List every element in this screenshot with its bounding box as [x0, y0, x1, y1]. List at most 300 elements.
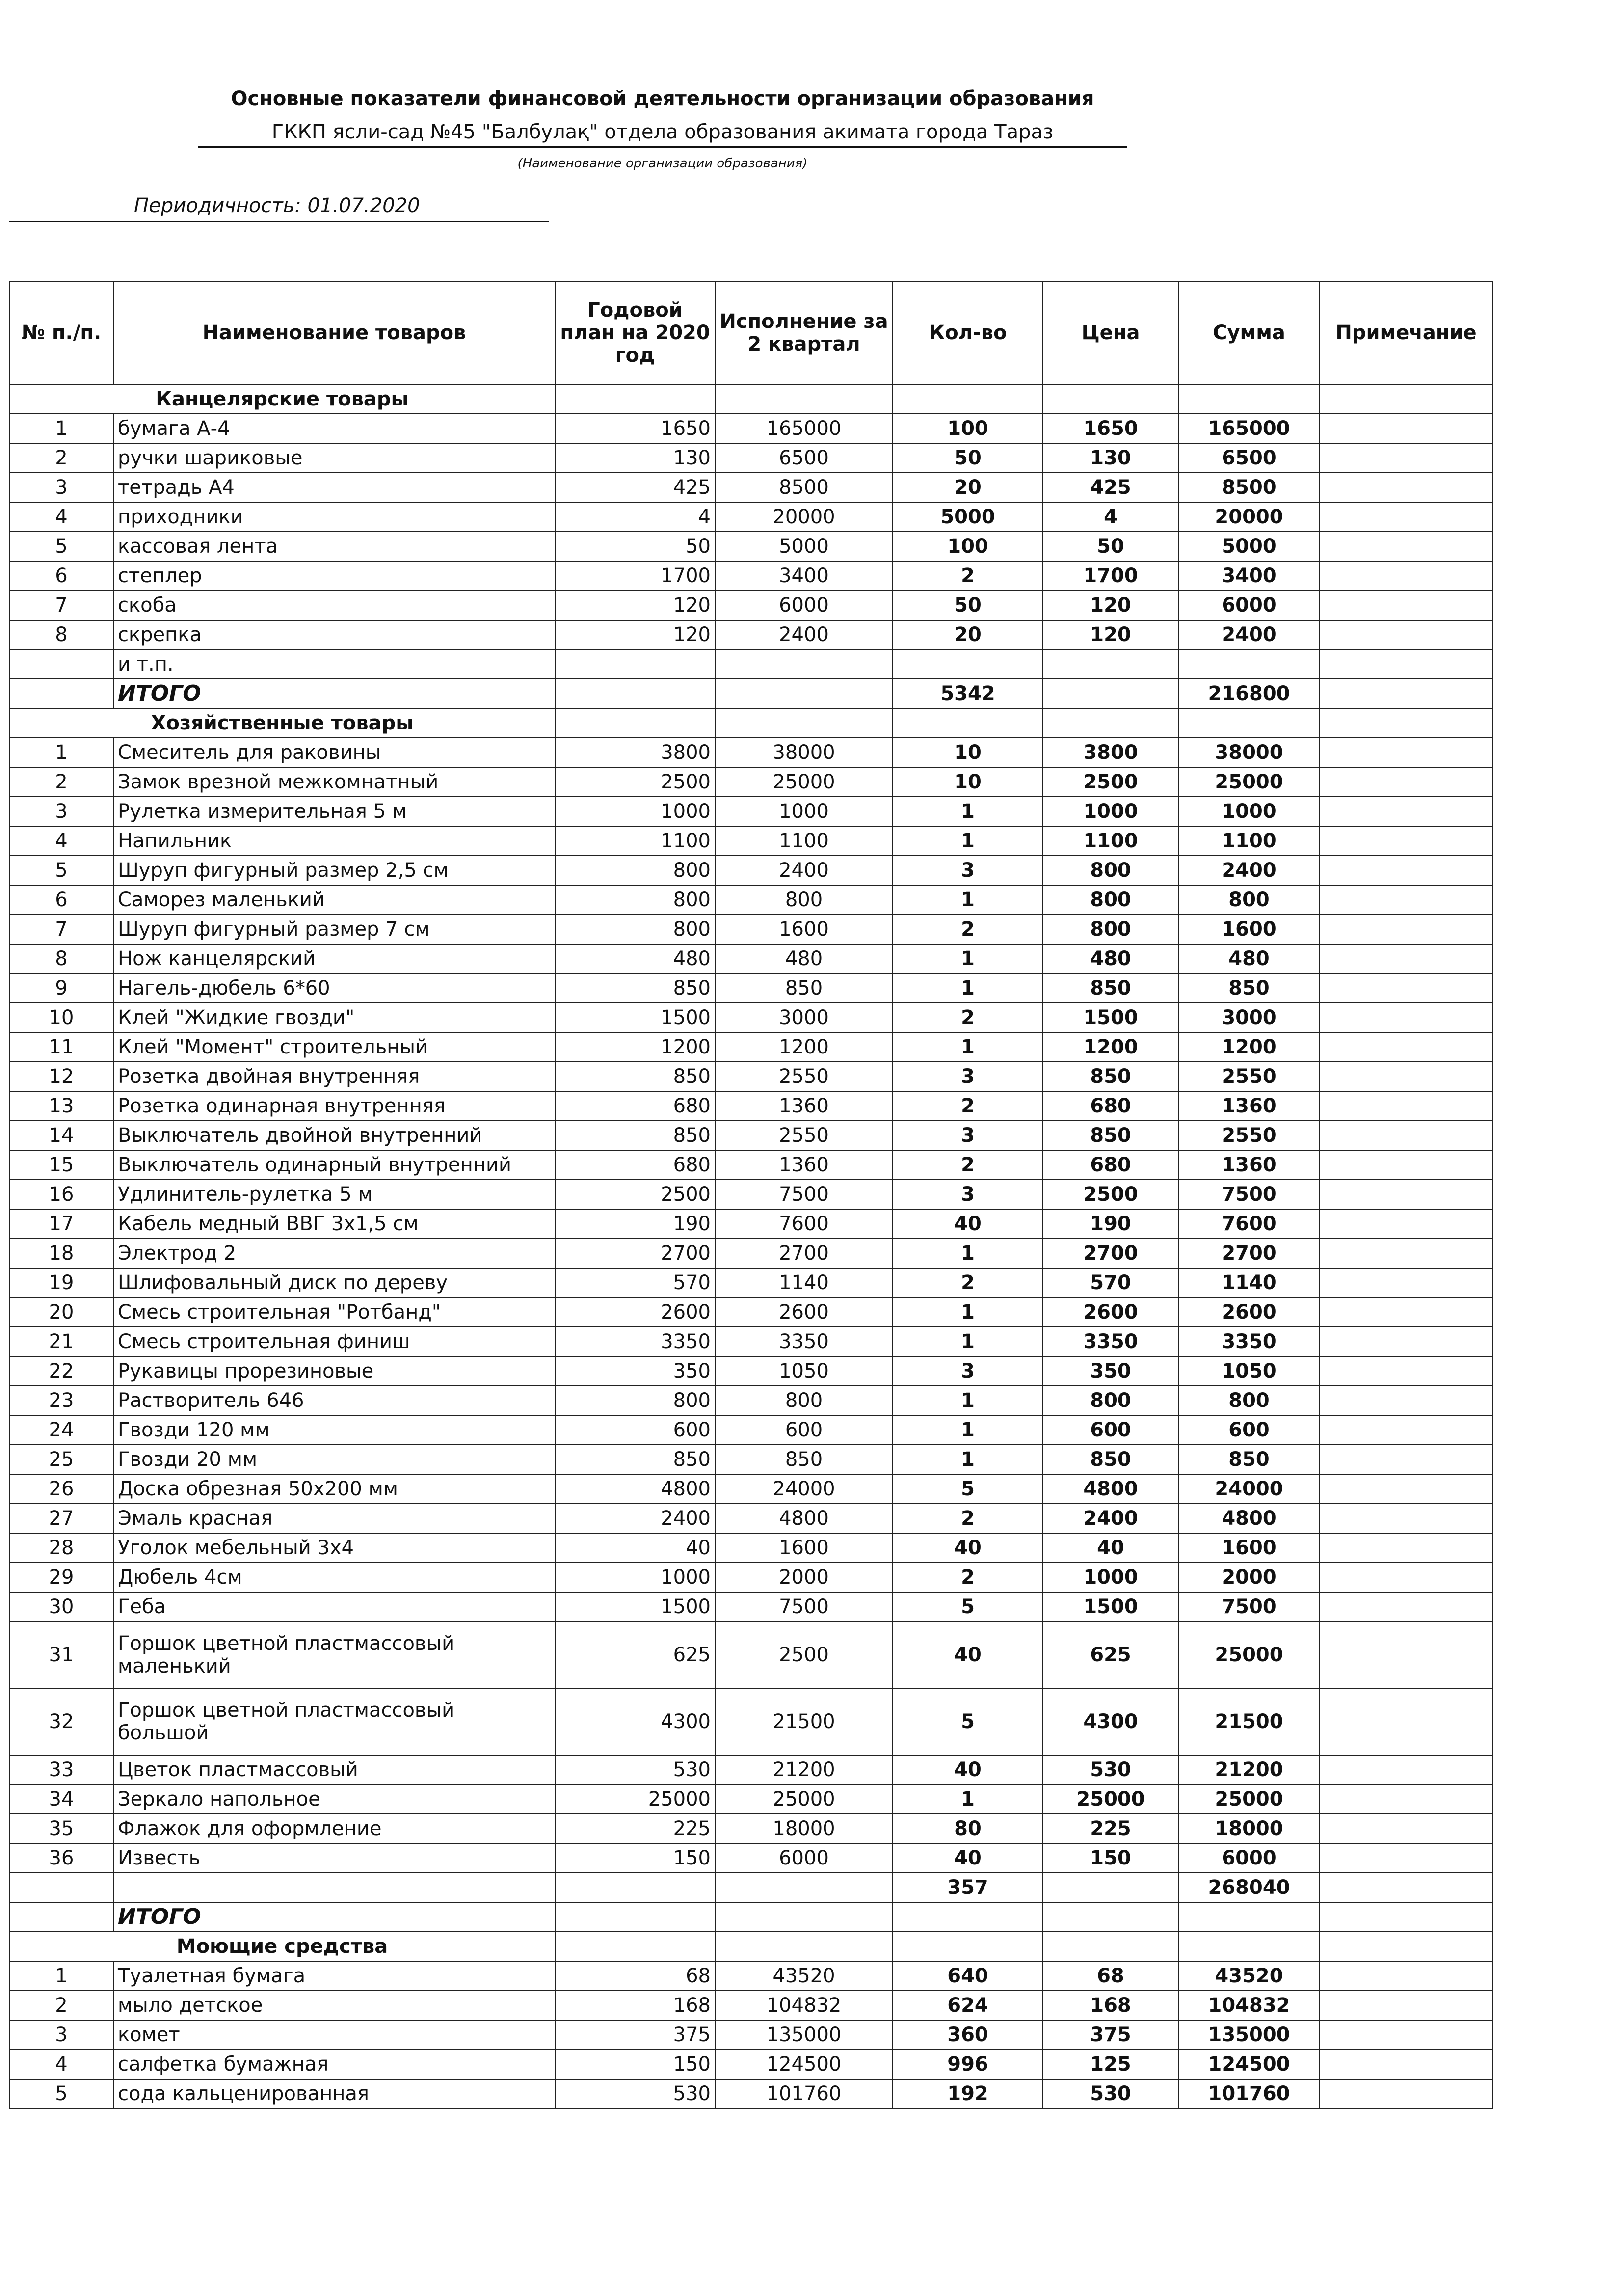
execution-q2: 1600 [715, 1533, 893, 1563]
annual-plan: 850 [555, 1121, 715, 1150]
row-number: 17 [9, 1209, 113, 1239]
empty-cell [893, 1902, 1043, 1932]
sum: 1140 [1178, 1268, 1320, 1297]
price: 4 [1043, 502, 1178, 532]
sum: 2550 [1178, 1121, 1320, 1150]
execution-q2: 20000 [715, 502, 893, 532]
execution-q2: 1100 [715, 826, 893, 856]
row-number: 33 [9, 1755, 113, 1784]
section-header-row [9, 1932, 1492, 1961]
row-number: 15 [9, 1150, 113, 1180]
quantity: 5 [893, 1592, 1043, 1621]
execution-q2: 3400 [715, 561, 893, 591]
table-row [9, 1961, 1492, 1991]
sum: 1360 [1178, 1091, 1320, 1121]
quantity: 360 [893, 2020, 1043, 2050]
table-row [9, 443, 1492, 473]
price: 120 [1043, 591, 1178, 620]
note [1320, 1533, 1492, 1563]
quantity: 5000 [893, 502, 1043, 532]
execution-q2: 1600 [715, 915, 893, 944]
execution-q2: 38000 [715, 738, 893, 767]
sum: 25000 [1178, 767, 1320, 797]
sum: 3400 [1178, 561, 1320, 591]
annual-plan: 1500 [555, 1592, 715, 1621]
item-name: Смесь строительная "Ротбанд" [113, 1297, 555, 1327]
price: 530 [1043, 1755, 1178, 1784]
annual-plan: 1000 [555, 797, 715, 826]
table-row [9, 1062, 1492, 1091]
empty-cell [1320, 1902, 1492, 1932]
empty-cell [1043, 1932, 1178, 1961]
price: 850 [1043, 1062, 1178, 1091]
item-name: Выключатель одинарный внутренний [113, 1150, 555, 1180]
sum: 2700 [1178, 1239, 1320, 1268]
annual-plan: 350 [555, 1356, 715, 1386]
table-row [9, 1474, 1492, 1504]
quantity: 3 [893, 1180, 1043, 1209]
execution-q2: 25000 [715, 1784, 893, 1814]
table-row [9, 561, 1492, 591]
sum: 1100 [1178, 826, 1320, 856]
table-row [9, 1621, 1492, 1688]
sum: 480 [1178, 944, 1320, 973]
item-name: Выключатель двойной внутренний [113, 1121, 555, 1150]
item-name: Розетка двойная внутренняя [113, 1062, 555, 1091]
quantity: 1 [893, 1032, 1043, 1062]
annual-plan: 530 [555, 1755, 715, 1784]
quantity: 50 [893, 591, 1043, 620]
note [1320, 1062, 1492, 1091]
row-number: 35 [9, 1814, 113, 1843]
note [1320, 1474, 1492, 1504]
col-header-sum: Сумма [1178, 281, 1320, 384]
organization-name [0, 121, 1325, 148]
sum: 3000 [1178, 1003, 1320, 1032]
annual-plan: 1200 [555, 1032, 715, 1062]
note [1320, 856, 1492, 885]
note [1320, 1268, 1492, 1297]
table-row [9, 1297, 1492, 1327]
annual-plan: 40 [555, 1533, 715, 1563]
row-number: 34 [9, 1784, 113, 1814]
note [1320, 1356, 1492, 1386]
sum: 6000 [1178, 1843, 1320, 1873]
table-row [9, 1563, 1492, 1592]
row-number: 19 [9, 1268, 113, 1297]
total-quantity: 357 [893, 1873, 1043, 1902]
table-row [9, 1091, 1492, 1121]
quantity: 20 [893, 473, 1043, 502]
note [1320, 1991, 1492, 2020]
empty-cell [715, 649, 893, 679]
execution-q2: 101760 [715, 2079, 893, 2108]
sum: 800 [1178, 885, 1320, 915]
quantity: 40 [893, 1755, 1043, 1784]
item-name: Геба [113, 1592, 555, 1621]
execution-q2: 2550 [715, 1062, 893, 1091]
table-row [9, 2020, 1492, 2050]
item-name: Цветок пластмассовый [113, 1755, 555, 1784]
price: 800 [1043, 856, 1178, 885]
quantity: 80 [893, 1814, 1043, 1843]
note [1320, 1784, 1492, 1814]
sum: 1600 [1178, 1533, 1320, 1563]
table-row [9, 915, 1492, 944]
empty-cell [113, 1873, 555, 1902]
annual-plan: 190 [555, 1209, 715, 1239]
empty-cell [1178, 1932, 1320, 1961]
table-row [9, 1843, 1492, 1873]
empty-cell [555, 679, 715, 708]
note [1320, 1180, 1492, 1209]
execution-q2: 43520 [715, 1961, 893, 1991]
quantity: 624 [893, 1991, 1043, 2020]
section-title: Хозяйственные товары [9, 708, 555, 738]
price: 4800 [1043, 1474, 1178, 1504]
price: 625 [1043, 1621, 1178, 1688]
note [1320, 473, 1492, 502]
total-sum: 216800 [1178, 679, 1320, 708]
note [1320, 944, 1492, 973]
annual-plan: 1000 [555, 1563, 715, 1592]
row-number: 36 [9, 1843, 113, 1873]
item-name: ручки шариковые [113, 443, 555, 473]
quantity: 100 [893, 532, 1043, 561]
price: 168 [1043, 1991, 1178, 2020]
price: 25000 [1043, 1784, 1178, 1814]
empty-cell [715, 1873, 893, 1902]
sum: 24000 [1178, 1474, 1320, 1504]
note [1320, 561, 1492, 591]
note [1320, 1814, 1492, 1843]
item-name: скрепка [113, 620, 555, 649]
sum: 6500 [1178, 443, 1320, 473]
table-row [9, 826, 1492, 856]
price: 350 [1043, 1356, 1178, 1386]
table-row [9, 1504, 1492, 1533]
quantity: 2 [893, 1091, 1043, 1121]
sum: 2000 [1178, 1563, 1320, 1592]
empty-cell [1320, 679, 1492, 708]
quantity: 1 [893, 1386, 1043, 1415]
row-number: 5 [9, 532, 113, 561]
sum: 6000 [1178, 591, 1320, 620]
quantity: 1 [893, 973, 1043, 1003]
quantity: 1 [893, 1784, 1043, 1814]
price: 125 [1043, 2050, 1178, 2079]
sum: 1050 [1178, 1356, 1320, 1386]
price: 40 [1043, 1533, 1178, 1563]
price: 2500 [1043, 1180, 1178, 1209]
item-name: кассовая лента [113, 532, 555, 561]
sum: 1200 [1178, 1032, 1320, 1062]
empty-cell [9, 649, 113, 679]
annual-plan: 570 [555, 1268, 715, 1297]
execution-q2: 1050 [715, 1356, 893, 1386]
item-name: Горшок цветной пластмассовый большой [113, 1688, 555, 1755]
annual-plan: 2400 [555, 1504, 715, 1533]
note [1320, 414, 1492, 443]
table-row [9, 1592, 1492, 1621]
table-row [9, 1032, 1492, 1062]
organization-name-text: ГККП ясли-сад №45 "Балбулақ" отдела образования акимата города Тараз [198, 121, 1127, 148]
note [1320, 1091, 1492, 1121]
item-name: Нож канцелярский [113, 944, 555, 973]
execution-q2: 1360 [715, 1150, 893, 1180]
row-number: 30 [9, 1592, 113, 1621]
row-number: 7 [9, 915, 113, 944]
item-name: тетрадь А4 [113, 473, 555, 502]
row-number: 11 [9, 1032, 113, 1062]
annual-plan: 120 [555, 620, 715, 649]
price: 480 [1043, 944, 1178, 973]
item-name: Замок врезной межкомнатный [113, 767, 555, 797]
section-title: Канцелярские товары [9, 384, 555, 414]
annual-plan: 150 [555, 1843, 715, 1873]
execution-q2: 3350 [715, 1327, 893, 1356]
sum: 124500 [1178, 2050, 1320, 2079]
total-label: ИТОГО [113, 1902, 555, 1932]
quantity: 40 [893, 1533, 1043, 1563]
quantity: 3 [893, 856, 1043, 885]
note [1320, 1843, 1492, 1873]
table-row [9, 1239, 1492, 1268]
execution-q2: 850 [715, 1445, 893, 1474]
quantity: 996 [893, 2050, 1043, 2079]
row-number: 1 [9, 414, 113, 443]
price: 680 [1043, 1150, 1178, 1180]
price: 2700 [1043, 1239, 1178, 1268]
annual-plan: 1100 [555, 826, 715, 856]
price: 2400 [1043, 1504, 1178, 1533]
empty-cell [555, 708, 715, 738]
col-header-price: Цена [1043, 281, 1178, 384]
sum: 1360 [1178, 1150, 1320, 1180]
price: 1500 [1043, 1003, 1178, 1032]
execution-q2: 135000 [715, 2020, 893, 2050]
price: 1700 [1043, 561, 1178, 591]
execution-q2: 25000 [715, 767, 893, 797]
item-name: Напильник [113, 826, 555, 856]
col-header-name: Наименование товаров [113, 281, 555, 384]
table-row [9, 1150, 1492, 1180]
note [1320, 1121, 1492, 1150]
row-number: 1 [9, 1961, 113, 1991]
row-number: 2 [9, 767, 113, 797]
annual-plan: 530 [555, 2079, 715, 2108]
annual-plan: 225 [555, 1814, 715, 1843]
empty-cell [1178, 649, 1320, 679]
row-number: 21 [9, 1327, 113, 1356]
empty-cell [715, 708, 893, 738]
table-row [9, 1688, 1492, 1755]
organization-caption: (Наименование организации образования) [517, 156, 808, 171]
row-number: 4 [9, 2050, 113, 2079]
empty-cell [893, 708, 1043, 738]
note [1320, 915, 1492, 944]
col-header-qty: Кол-во [893, 281, 1043, 384]
quantity: 640 [893, 1961, 1043, 1991]
empty-cell [555, 1902, 715, 1932]
sum: 43520 [1178, 1961, 1320, 1991]
execution-q2: 2700 [715, 1239, 893, 1268]
empty-cell [1043, 679, 1178, 708]
item-name: Нагель-дюбель 6*60 [113, 973, 555, 1003]
price: 68 [1043, 1961, 1178, 1991]
quantity: 40 [893, 1843, 1043, 1873]
table-row [9, 1814, 1492, 1843]
row-number: 9 [9, 973, 113, 1003]
row-number: 24 [9, 1415, 113, 1445]
annual-plan: 3350 [555, 1327, 715, 1356]
item-name: мыло детское [113, 1991, 555, 2020]
sum: 25000 [1178, 1784, 1320, 1814]
row-number: 26 [9, 1474, 113, 1504]
table-row [9, 856, 1492, 885]
annual-plan: 120 [555, 591, 715, 620]
table-row [9, 1386, 1492, 1415]
annual-plan: 2600 [555, 1297, 715, 1327]
row-number: 3 [9, 2020, 113, 2050]
sum: 2400 [1178, 856, 1320, 885]
empty-cell [1320, 649, 1492, 679]
item-name: Туалетная бумага [113, 1961, 555, 1991]
item-name: Шуруп фигурный размер 7 см [113, 915, 555, 944]
execution-q2: 2550 [715, 1121, 893, 1150]
note [1320, 1504, 1492, 1533]
sum: 21200 [1178, 1755, 1320, 1784]
table-row [9, 502, 1492, 532]
table-row [9, 1121, 1492, 1150]
item-name: салфетка бумажная [113, 2050, 555, 2079]
annual-plan: 50 [555, 532, 715, 561]
row-number: 18 [9, 1239, 113, 1268]
document-title: Основные показатели финансовой деятельности организации образования [231, 87, 1094, 110]
note [1320, 2079, 1492, 2108]
empty-cell [1178, 384, 1320, 414]
row-number: 3 [9, 797, 113, 826]
total-values-row [9, 1873, 1492, 1902]
note [1320, 1755, 1492, 1784]
quantity: 3 [893, 1356, 1043, 1386]
annual-plan: 2500 [555, 1180, 715, 1209]
execution-q2: 21200 [715, 1755, 893, 1784]
quantity: 192 [893, 2079, 1043, 2108]
price: 375 [1043, 2020, 1178, 2050]
item-name: Рулетка измерительная 5 м [113, 797, 555, 826]
annual-plan: 800 [555, 885, 715, 915]
quantity: 10 [893, 767, 1043, 797]
empty-cell [1043, 708, 1178, 738]
price: 1000 [1043, 797, 1178, 826]
row-number: 14 [9, 1121, 113, 1150]
item-name: скоба [113, 591, 555, 620]
execution-q2: 1360 [715, 1091, 893, 1121]
sum: 25000 [1178, 1621, 1320, 1688]
execution-q2: 1000 [715, 797, 893, 826]
total-label: ИТОГО [113, 679, 555, 708]
empty-cell [1043, 649, 1178, 679]
sum: 18000 [1178, 1814, 1320, 1843]
empty-cell [715, 1902, 893, 1932]
item-name: Электрод 2 [113, 1239, 555, 1268]
note [1320, 1386, 1492, 1415]
empty-cell [1320, 708, 1492, 738]
note [1320, 1563, 1492, 1592]
price: 680 [1043, 1091, 1178, 1121]
table-row [9, 1209, 1492, 1239]
quantity: 1 [893, 1297, 1043, 1327]
table-row [9, 532, 1492, 561]
row-number: 7 [9, 591, 113, 620]
note [1320, 1209, 1492, 1239]
empty-cell [1043, 1902, 1178, 1932]
empty-cell [555, 1932, 715, 1961]
item-name: Дюбель 4см [113, 1563, 555, 1592]
empty-cell [715, 384, 893, 414]
quantity: 1 [893, 1239, 1043, 1268]
execution-q2: 124500 [715, 2050, 893, 2079]
item-name: Рукавицы прорезиновые [113, 1356, 555, 1386]
price: 1500 [1043, 1592, 1178, 1621]
col-header-note: Примечание [1320, 281, 1492, 384]
annual-plan: 1500 [555, 1003, 715, 1032]
execution-q2: 21500 [715, 1688, 893, 1755]
note [1320, 1327, 1492, 1356]
period-line: Периодичность: 01.07.2020 [9, 194, 549, 222]
empty-cell [1320, 1932, 1492, 1961]
sum: 7600 [1178, 1209, 1320, 1239]
row-number: 29 [9, 1563, 113, 1592]
sum: 2550 [1178, 1062, 1320, 1091]
total-row [9, 679, 1492, 708]
price: 190 [1043, 1209, 1178, 1239]
empty-cell [9, 1902, 113, 1932]
item-name: Растворитель 646 [113, 1386, 555, 1415]
note [1320, 2020, 1492, 2050]
sum: 2600 [1178, 1297, 1320, 1327]
empty-cell [715, 679, 893, 708]
sum: 850 [1178, 973, 1320, 1003]
total-quantity: 5342 [893, 679, 1043, 708]
row-number: 12 [9, 1062, 113, 1091]
sum: 7500 [1178, 1180, 1320, 1209]
table-row [9, 1356, 1492, 1386]
table-row [9, 2050, 1492, 2079]
item-name: Гвозди 20 мм [113, 1445, 555, 1474]
quantity: 1 [893, 797, 1043, 826]
note [1320, 1239, 1492, 1268]
col-header-plan: Годовой план на 2020 год [555, 281, 715, 384]
sum: 20000 [1178, 502, 1320, 532]
section-title: Моющие средства [9, 1932, 555, 1961]
execution-q2: 104832 [715, 1991, 893, 2020]
empty-cell [9, 1873, 113, 1902]
table-row [9, 767, 1492, 797]
execution-q2: 1140 [715, 1268, 893, 1297]
quantity: 1 [893, 826, 1043, 856]
price: 1650 [1043, 414, 1178, 443]
item-name: Доска обрезная 50х200 мм [113, 1474, 555, 1504]
price: 3350 [1043, 1327, 1178, 1356]
sum: 8500 [1178, 473, 1320, 502]
sum: 4800 [1178, 1504, 1320, 1533]
price: 800 [1043, 1386, 1178, 1415]
table-row [9, 1755, 1492, 1784]
table-row [9, 620, 1492, 649]
row-number: 5 [9, 2079, 113, 2108]
